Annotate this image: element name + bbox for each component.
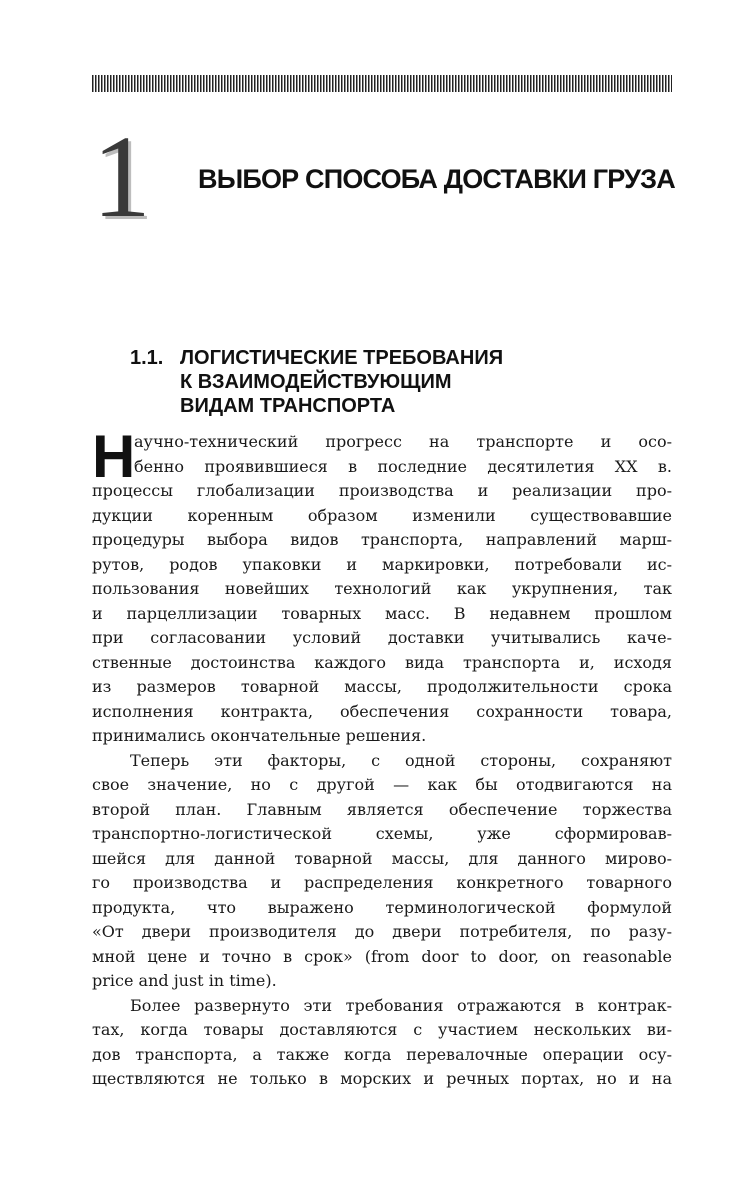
body-text bbox=[92, 423, 672, 1092]
text-line: процессы глобализации производства и реализации про- bbox=[92, 481, 672, 500]
chapter-title: ВЫБОР СПОСОБА ДОСТАВКИ ГРУЗА bbox=[198, 164, 675, 194]
drop-cap: Н bbox=[92, 423, 136, 490]
text-line: тах, когда товары доставляются с участием нескольких ви- bbox=[92, 1020, 672, 1039]
text-line: транспортно-логистической схемы, уже сформировав- bbox=[92, 824, 672, 843]
section-title-line: К ВЗАИМОДЕЙСТВУЮЩИМ bbox=[180, 371, 452, 393]
text-line: бенно проявившиеся в последние десятилетия XX в. bbox=[134, 456, 672, 476]
text-line: при согласовании условий доставки учитывались каче- bbox=[92, 628, 672, 647]
text-line: второй план. Главным является обеспечение торжества bbox=[92, 799, 672, 819]
chapter-number: 1 bbox=[92, 111, 151, 242]
text-line: дов транспорта, а также когда перевалочные операции осу- bbox=[92, 1044, 672, 1064]
text-line: продукта, что выражено терминологической формулой bbox=[92, 897, 672, 917]
section-heading-line bbox=[130, 346, 503, 370]
text-line: исполнения контракта, обеспечения сохранности товара, bbox=[92, 701, 672, 721]
text-line: процедуры выбора видов транспорта, направлений марш- bbox=[92, 530, 672, 549]
text-line: го производства и распределения конкретного товарного bbox=[92, 873, 672, 892]
text-line: рутов, родов упаковки и маркировки, потребовали ис- bbox=[92, 554, 672, 574]
text-line: шейся для данной товарной массы, для данного мирово- bbox=[92, 848, 672, 868]
paragraph bbox=[92, 749, 672, 994]
text-line: «От двери производителя до двери потребителя, по разу- bbox=[92, 922, 672, 941]
section-number: 1.1. bbox=[130, 347, 164, 369]
text-line: и парцеллизации товарных масс. В недавнем прошлом bbox=[92, 603, 672, 623]
text-line: аучно-технический прогресс на транспорте и осо- bbox=[134, 432, 672, 451]
text-line: Теперь эти факторы, с одной стороны, сохраняют bbox=[130, 750, 672, 770]
section-heading bbox=[130, 346, 503, 418]
text-line: ственные достоинства каждого вида транспорта и, исходя bbox=[92, 652, 672, 672]
text-line: мной цене и точно в срок» (from door to door, on reasonable bbox=[92, 946, 672, 966]
text-line: свое значение, но с другой — как бы отодвигаются на bbox=[92, 775, 672, 794]
section-title-line: ВИДАМ ТРАНСПОРТА bbox=[180, 395, 396, 417]
section-title-line: ЛОГИСТИЧЕСКИЕ ТРЕБОВАНИЯ bbox=[180, 347, 504, 369]
text-line: price and just in time). bbox=[92, 971, 277, 990]
text-line: ществляются не только в морских и речных портах, но и на bbox=[92, 1069, 672, 1088]
text-line: дукции коренным образом изменили существовавшие bbox=[92, 505, 672, 525]
paragraph bbox=[92, 423, 672, 749]
paragraph bbox=[92, 994, 672, 1092]
decorative-rule bbox=[92, 75, 672, 92]
text-line: Более развернуто эти требования отражаются в контрак- bbox=[130, 995, 672, 1015]
text-line: принимались окончательные решения. bbox=[92, 726, 427, 745]
text-line: пользования новейших технологий как укрупнения, так bbox=[92, 579, 672, 598]
text-line: из размеров товарной массы, продолжительности срока bbox=[92, 677, 672, 696]
